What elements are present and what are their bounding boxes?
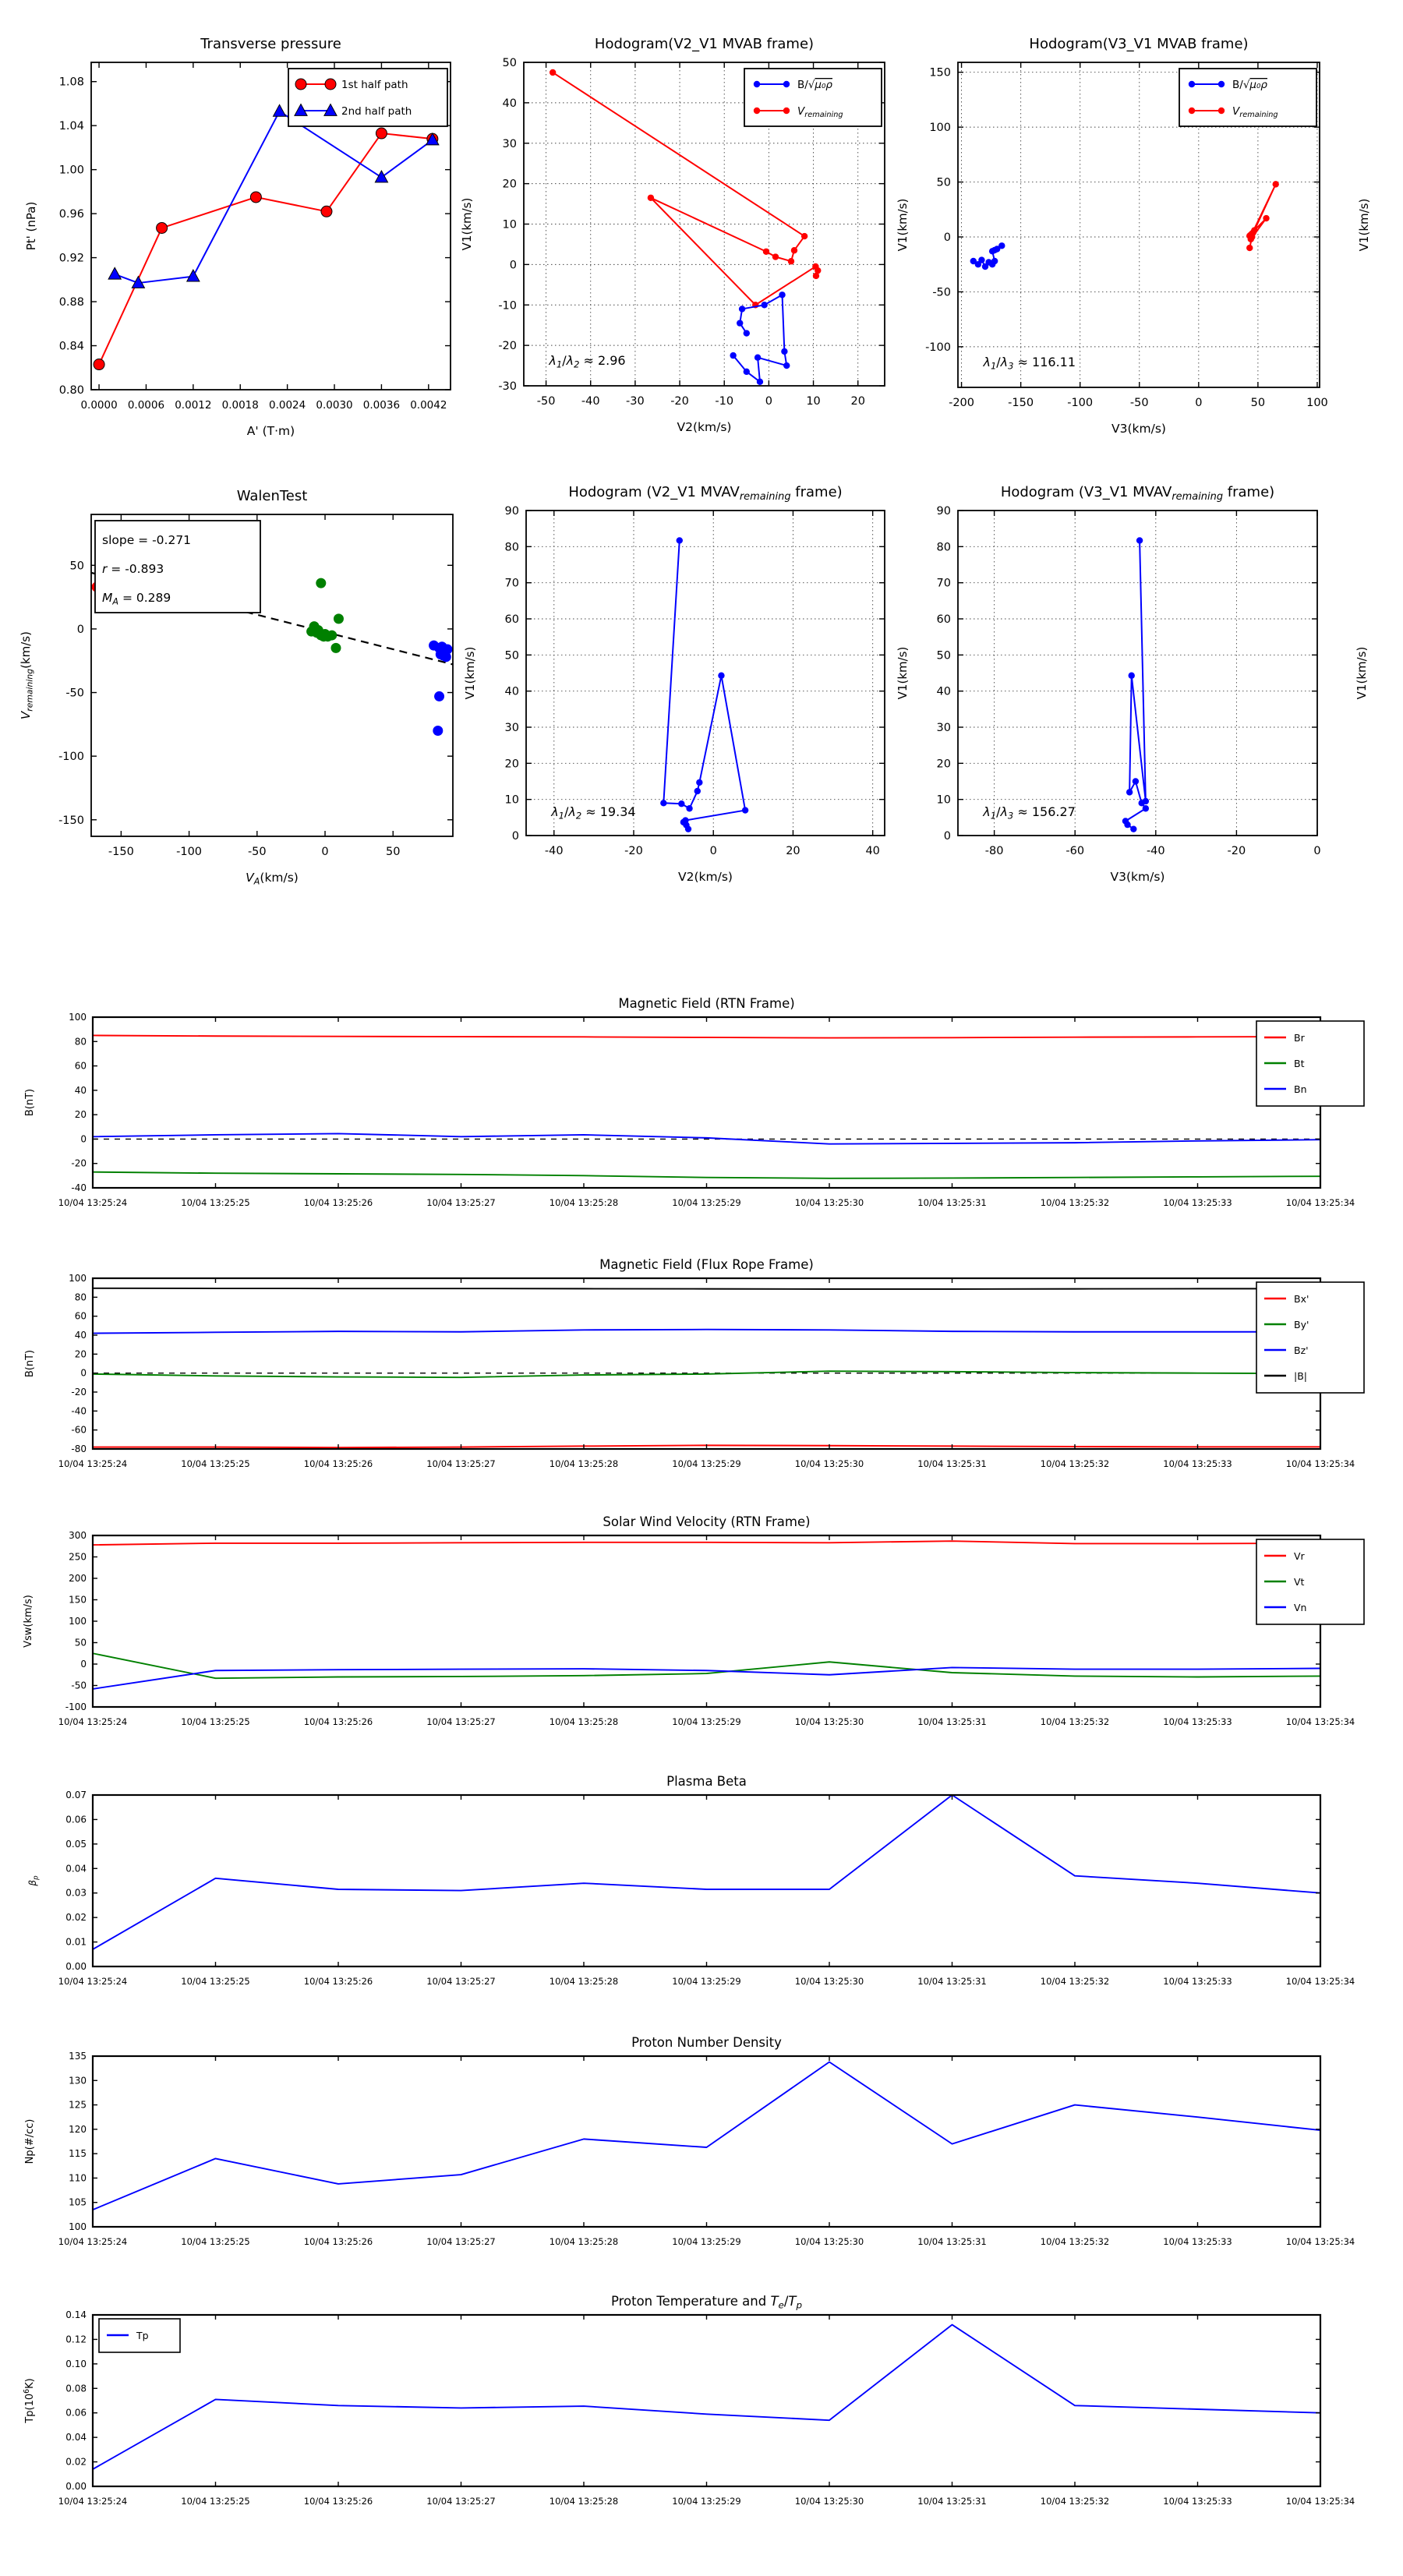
time-tick-label: 10/04 13:25:24 (58, 1458, 128, 1469)
y-axis-label-right: V1(km/s) (1357, 198, 1371, 252)
time-tick-label: 10/04 13:25:26 (303, 2236, 373, 2247)
time-tick-label: 10/04 13:25:30 (794, 1458, 864, 1469)
y-tick-label: 50 (504, 649, 519, 663)
time-tick-label: 10/04 13:25:26 (303, 1976, 373, 1987)
time-tick-label: 10/04 13:25:34 (1285, 1458, 1355, 1469)
y-tick-label: 90 (936, 505, 951, 518)
time-tick-label: 10/04 13:25:29 (672, 1716, 741, 1727)
x-tick-label: 20 (850, 395, 865, 408)
y-axis-label: Np(#/cc) (24, 2118, 36, 2164)
chart-walen_test (19, 488, 453, 886)
y-tick-label: 0.02 (65, 1912, 87, 1924)
y-tick-label: 30 (936, 722, 951, 734)
x-tick-label: 0.0036 (362, 399, 401, 412)
x-tick-label: 0.0018 (221, 399, 259, 412)
info-line: $M_A = 0.289$ (102, 591, 171, 607)
y-tick-label: 50 (69, 560, 84, 573)
y-tick-label: 100 (69, 1273, 87, 1284)
time-tick-label: 10/04 13:25:27 (426, 1458, 496, 1469)
chart-title: Plasma Beta (666, 1774, 747, 1789)
y-tick-label: 100 (69, 1012, 87, 1023)
x-axis-label: V2(km/s) (678, 870, 733, 884)
x-tick-label: -100 (1067, 397, 1094, 409)
y-tick-label: -40 (71, 1182, 87, 1193)
time-tick-label: 10/04 13:25:31 (917, 2236, 987, 2247)
y-axis-label: B(nT) (24, 1088, 36, 1117)
y-tick-label: 60 (936, 613, 951, 626)
y-tick-label: 60 (504, 613, 519, 626)
y-tick-label: 0 (76, 623, 84, 636)
y-tick-label: -100 (65, 1701, 87, 1712)
time-tick-label: 10/04 13:25:30 (794, 2496, 864, 2507)
time-tick-label: 10/04 13:25:34 (1285, 2496, 1355, 2507)
x-tick-label: -50 (1129, 397, 1149, 409)
y-tick-label: 110 (69, 2172, 87, 2184)
y-tick-label: 10 (936, 793, 951, 807)
chart-hodogram_v2v1_mvav (463, 484, 885, 884)
y-tick-label: 30 (504, 722, 519, 734)
legend-label: $V_{remaining}$ (797, 105, 843, 119)
x-tick-label: 0.0012 (175, 399, 212, 412)
time-tick-label: 10/04 13:25:33 (1163, 1716, 1232, 1727)
info-line: slope = -0.271 (102, 533, 192, 547)
time-tick-label: 10/04 13:25:24 (58, 1197, 128, 1208)
y-tick-label: 100 (69, 2221, 87, 2232)
y-tick-label: 0.06 (65, 2407, 87, 2419)
x-tick-label: -40 (1146, 845, 1165, 857)
chart-title: Hodogram (V3_V1 $MVAV_{remaining}$ frame) (1000, 484, 1275, 503)
time-tick-label: 10/04 13:25:29 (672, 2236, 741, 2247)
x-tick-label: 0.0030 (316, 399, 353, 412)
y-tick-label: 10 (504, 793, 519, 807)
y-tick-label: 70 (936, 577, 951, 590)
y-tick-label: 80 (74, 1292, 87, 1303)
y-tick-label: -40 (71, 1405, 87, 1417)
time-tick-label: 10/04 13:25:26 (303, 2496, 373, 2507)
time-tick-label: 10/04 13:25:29 (672, 1197, 741, 1208)
x-tick-label: 0.0024 (269, 399, 306, 412)
y-tick-label: -30 (498, 380, 517, 393)
chart-plasma_beta (27, 1774, 1355, 1987)
y-tick-label: -100 (925, 341, 951, 354)
y-tick-label: 0.96 (58, 208, 84, 221)
lambda-annotation: $\lambda_1/\lambda_3 \approx 116.11$ (983, 354, 1076, 372)
time-tick-label: 10/04 13:25:27 (426, 2236, 496, 2247)
chart-hodogram_v2v1_mvab (460, 36, 885, 434)
time-tick-label: 10/04 13:25:28 (549, 2236, 619, 2247)
time-tick-label: 10/04 13:25:27 (426, 2496, 496, 2507)
chart-title: Solar Wind Velocity (RTN Frame) (603, 1514, 811, 1529)
chart-title: WalenTest (236, 488, 308, 504)
chart-mag_rtn (24, 996, 1364, 1208)
time-tick-label: 10/04 13:25:26 (303, 1458, 373, 1469)
time-tick-label: 10/04 13:25:25 (181, 1716, 250, 1727)
x-tick-label: 50 (1250, 397, 1266, 409)
y-tick-label: -20 (71, 1157, 87, 1169)
chart-title: Magnetic Field (RTN Frame) (618, 996, 795, 1011)
legend (288, 69, 447, 126)
x-tick-label: -80 (984, 845, 1004, 857)
time-tick-label: 10/04 13:25:34 (1285, 1976, 1355, 1987)
x-tick-label: -150 (108, 846, 134, 858)
y-tick-label: 135 (69, 2051, 87, 2062)
time-tick-label: 10/04 13:25:29 (672, 2496, 741, 2507)
time-tick-label: 10/04 13:25:28 (549, 1716, 619, 1727)
y-tick-label: 0.00 (65, 1961, 87, 1972)
lambda-annotation: $\lambda_1/\lambda_2 \approx 19.34$ (551, 804, 636, 822)
time-tick-label: 10/04 13:25:32 (1040, 1197, 1110, 1208)
info-box (95, 521, 260, 613)
time-tick-label: 10/04 13:25:30 (794, 1716, 864, 1727)
chart-title: Magnetic Field (Flux Rope Frame) (599, 1257, 814, 1272)
time-tick-label: 10/04 13:25:28 (549, 2496, 619, 2507)
time-tick-label: 10/04 13:25:26 (303, 1197, 373, 1208)
legend-label: Vr (1294, 1550, 1305, 1562)
y-tick-label: 1.00 (58, 164, 84, 177)
y-tick-label: 0 (511, 830, 519, 843)
time-tick-label: 10/04 13:25:33 (1163, 1197, 1232, 1208)
y-tick-label: 20 (504, 758, 519, 771)
lambda-annotation: $\lambda_1/\lambda_3 \approx 156.27$ (983, 804, 1076, 822)
y-tick-label: -150 (58, 814, 84, 827)
y-tick-label: 40 (936, 685, 951, 698)
y-tick-label: 0.05 (65, 1838, 87, 1850)
time-tick-label: 10/04 13:25:34 (1285, 1197, 1355, 1208)
y-axis-label: $Tp(10^6K)$ (22, 2378, 36, 2423)
y-tick-label: 50 (936, 176, 951, 189)
legend-label: Bn (1294, 1083, 1307, 1095)
y-tick-label: 125 (69, 2099, 87, 2111)
chart-transverse_pressure (24, 36, 451, 438)
chart-hodogram_v3v1_mvav (896, 484, 1369, 884)
y-tick-label: 20 (936, 758, 951, 771)
x-tick-label: 40 (865, 845, 880, 857)
time-tick-label: 10/04 13:25:25 (181, 1458, 250, 1469)
y-tick-label: 1.08 (58, 76, 84, 89)
y-tick-label: 60 (74, 1060, 87, 1072)
x-tick-label: -50 (536, 395, 556, 408)
y-axis-label: Vsw(km/s) (23, 1595, 34, 1648)
y-tick-label: -10 (498, 299, 517, 313)
chart-proton_temp (23, 2294, 1355, 2507)
x-tick-label: -30 (626, 395, 645, 408)
chart-proton_density (24, 2035, 1355, 2247)
y-tick-label: 300 (69, 1530, 87, 1541)
legend-label: $V_{remaining}$ (1232, 105, 1278, 119)
y-tick-label: 0.84 (58, 340, 84, 353)
y-axis-label-right: V1(km/s) (1355, 646, 1369, 700)
y-tick-label: 0.14 (65, 2309, 87, 2320)
chart-solar_wind (23, 1514, 1364, 1727)
y-tick-label: -60 (71, 1424, 87, 1436)
time-tick-label: 10/04 13:25:30 (794, 1976, 864, 1987)
y-tick-label: 30 (502, 137, 517, 150)
y-axis-label: V1(km/s) (896, 646, 910, 700)
y-tick-label: 120 (69, 2123, 87, 2135)
y-tick-label: -100 (58, 751, 84, 764)
x-tick-label: 0 (709, 845, 717, 857)
y-axis-label: V1(km/s) (896, 198, 910, 252)
y-axis-label: Pt' (nPa) (24, 201, 38, 251)
y-tick-label: 0 (943, 231, 951, 244)
legend-label: |B| (1294, 1370, 1307, 1382)
time-tick-label: 10/04 13:25:24 (58, 1716, 128, 1727)
y-tick-label: 0 (80, 1659, 87, 1670)
time-tick-label: 10/04 13:25:26 (303, 1716, 373, 1727)
y-tick-label: 40 (74, 1330, 87, 1341)
y-tick-label: 70 (504, 577, 519, 590)
y-tick-label: 0.04 (65, 2432, 87, 2443)
x-axis-label: V3(km/s) (1111, 422, 1166, 436)
y-tick-label: 0.00 (65, 2481, 87, 2492)
time-tick-label: 10/04 13:25:33 (1163, 2496, 1232, 2507)
x-tick-label: 20 (786, 845, 800, 857)
chart-title: Hodogram(V3_V1 MVAB frame) (1029, 36, 1249, 52)
x-tick-label: 50 (386, 846, 401, 858)
x-tick-label: 0.0042 (410, 399, 447, 412)
time-tick-label: 10/04 13:25:33 (1163, 1458, 1232, 1469)
time-tick-label: 10/04 13:25:24 (58, 2496, 128, 2507)
y-tick-label: 0.06 (65, 1814, 87, 1825)
chart-title: Proton Temperature and $T_e/T_p$ (610, 2294, 803, 2311)
y-tick-label: 0.80 (58, 384, 84, 397)
x-tick-label: -10 (715, 395, 734, 408)
y-tick-label: 40 (74, 1084, 87, 1096)
time-tick-label: 10/04 13:25:32 (1040, 2236, 1110, 2247)
time-tick-label: 10/04 13:25:31 (917, 1716, 987, 1727)
time-tick-label: 10/04 13:25:32 (1040, 1458, 1110, 1469)
y-tick-label: 40 (502, 97, 517, 110)
x-tick-label: -150 (1008, 397, 1034, 409)
y-tick-label: -50 (71, 1680, 87, 1691)
y-tick-label: 115 (69, 2148, 87, 2160)
chart-title: Hodogram (V2_V1 $MVAV_{remaining}$ frame) (568, 484, 843, 503)
time-tick-label: 10/04 13:25:32 (1040, 2496, 1110, 2507)
time-tick-label: 10/04 13:25:31 (917, 1197, 987, 1208)
x-tick-label: -20 (1227, 845, 1246, 857)
y-tick-label: 0.07 (65, 1790, 87, 1800)
y-tick-label: 80 (504, 541, 519, 554)
x-tick-label: -20 (670, 395, 689, 408)
x-tick-label: -200 (949, 397, 975, 409)
time-tick-label: 10/04 13:25:28 (549, 1976, 619, 1987)
legend (1179, 69, 1316, 126)
time-tick-label: 10/04 13:25:29 (672, 1458, 741, 1469)
y-tick-label: 60 (74, 1310, 87, 1322)
time-tick-label: 10/04 13:25:24 (58, 1976, 128, 1987)
x-tick-label: 0 (765, 395, 772, 408)
time-tick-label: 10/04 13:25:25 (181, 1976, 250, 1987)
y-tick-label: 130 (69, 2075, 87, 2087)
x-tick-label: -50 (247, 846, 267, 858)
x-tick-label: -60 (1066, 845, 1085, 857)
legend-label: 2nd half path (341, 105, 412, 118)
x-axis-label: V2(km/s) (677, 420, 732, 434)
series-B-magnitude (93, 1288, 1320, 1289)
legend-label: Bx' (1294, 1293, 1309, 1305)
y-tick-label: 105 (69, 2196, 87, 2208)
y-axis-label: V1(km/s) (460, 197, 474, 251)
time-tick-label: 10/04 13:25:31 (917, 1458, 987, 1469)
y-tick-label: 0.08 (65, 2383, 87, 2394)
x-tick-label: 0 (1195, 397, 1203, 409)
y-tick-label: 10 (502, 218, 517, 231)
y-tick-label: 0.02 (65, 2456, 87, 2468)
y-tick-label: 200 (69, 1573, 87, 1584)
x-tick-label: 0 (321, 846, 329, 858)
y-tick-label: 0.12 (65, 2334, 87, 2345)
legend-label: Bt (1294, 1058, 1305, 1069)
y-tick-label: -20 (71, 1387, 87, 1398)
x-tick-label: -40 (581, 395, 600, 408)
y-tick-label: -80 (71, 1443, 87, 1454)
legend-label: Vt (1294, 1576, 1305, 1588)
y-tick-label: 0 (943, 830, 951, 843)
y-tick-label: 1.04 (58, 120, 84, 133)
y-tick-label: 100 (929, 122, 951, 135)
y-tick-label: 20 (74, 1348, 87, 1360)
y-tick-label: 90 (504, 505, 519, 518)
chart-title: Transverse pressure (200, 36, 341, 52)
chart-hodogram_v3v1_mvab (896, 36, 1371, 436)
y-tick-label: 0 (509, 259, 517, 272)
y-tick-label: 0.92 (58, 252, 84, 265)
y-tick-label: 0.88 (58, 296, 84, 309)
x-tick-label: 0.0000 (80, 399, 118, 412)
time-tick-label: 10/04 13:25:31 (917, 1976, 987, 1987)
lambda-annotation: $\lambda_1/\lambda_2 \approx 2.96$ (549, 353, 626, 370)
y-axis-label: V1(km/s) (463, 646, 477, 700)
info-line: r = -0.893 (102, 562, 164, 576)
y-tick-label: 20 (502, 178, 517, 191)
chart-mag_flux_rope (24, 1257, 1364, 1469)
time-tick-label: 10/04 13:25:28 (549, 1197, 619, 1208)
legend-label: Br (1294, 1032, 1305, 1044)
x-axis-label: $V_A(km/s)$ (246, 871, 299, 887)
x-tick-label: -100 (176, 846, 203, 858)
legend-label: By' (1294, 1319, 1309, 1330)
legend-label: Tp (136, 2330, 149, 2341)
legend-label: B/√μ₀ρ (1232, 79, 1267, 91)
chart-title: Proton Number Density (631, 2035, 782, 2050)
time-tick-label: 10/04 13:25:24 (58, 2236, 128, 2247)
legend (99, 2319, 180, 2352)
time-tick-label: 10/04 13:25:27 (426, 1197, 496, 1208)
time-tick-label: 10/04 13:25:30 (794, 2236, 864, 2247)
time-tick-label: 10/04 13:25:27 (426, 1976, 496, 1987)
y-axis-label: $\beta_p$ (27, 1875, 41, 1886)
chart-title: Hodogram(V2_V1 MVAB frame) (594, 36, 815, 52)
y-tick-label: 0.04 (65, 1863, 87, 1875)
time-tick-label: 10/04 13:25:25 (181, 1197, 250, 1208)
y-tick-label: 0.10 (65, 2358, 87, 2369)
y-tick-label: 150 (929, 66, 951, 80)
time-tick-label: 10/04 13:25:25 (181, 2236, 250, 2247)
y-tick-label: -20 (498, 340, 517, 353)
legend (1256, 1282, 1364, 1393)
x-tick-label: 0.0006 (127, 399, 165, 412)
y-axis-label: $V_{remaining}(km/s)$ (19, 631, 35, 719)
legend (1256, 1021, 1364, 1106)
legend (1256, 1539, 1364, 1624)
time-tick-label: 10/04 13:25:29 (672, 1976, 741, 1987)
y-tick-label: 150 (69, 1594, 87, 1606)
y-tick-label: -50 (65, 687, 84, 700)
y-tick-label: 0 (80, 1133, 87, 1145)
y-tick-label: 100 (69, 1616, 87, 1627)
time-tick-label: 10/04 13:25:34 (1285, 2236, 1355, 2247)
time-tick-label: 10/04 13:25:28 (549, 1458, 619, 1469)
x-tick-label: 100 (1306, 397, 1328, 409)
time-tick-label: 10/04 13:25:32 (1040, 1976, 1110, 1987)
y-tick-label: 250 (69, 1551, 87, 1563)
y-axis-label: B(nT) (24, 1349, 36, 1378)
time-tick-label: 10/04 13:25:33 (1163, 1976, 1232, 1987)
legend (744, 69, 882, 126)
time-tick-label: 10/04 13:25:31 (917, 2496, 987, 2507)
y-tick-label: 20 (74, 1109, 87, 1121)
y-tick-label: 50 (936, 649, 951, 663)
time-tick-label: 10/04 13:25:25 (181, 2496, 250, 2507)
y-tick-label: 0.01 (65, 1936, 87, 1948)
y-tick-label: 50 (74, 1637, 87, 1648)
y-tick-label: 0.03 (65, 1887, 87, 1899)
legend-label: 1st half path (341, 79, 408, 91)
legend-label: Bz' (1294, 1345, 1309, 1356)
time-tick-label: 10/04 13:25:33 (1163, 2236, 1232, 2247)
time-tick-label: 10/04 13:25:30 (794, 1197, 864, 1208)
y-tick-label: 80 (936, 541, 951, 554)
x-tick-label: -20 (624, 845, 643, 857)
time-tick-label: 10/04 13:25:27 (426, 1716, 496, 1727)
x-tick-label: -40 (544, 845, 564, 857)
time-tick-label: 10/04 13:25:32 (1040, 1716, 1110, 1727)
x-tick-label: 10 (806, 395, 821, 408)
legend-label: Vn (1294, 1602, 1307, 1613)
x-tick-label: 0 (1313, 845, 1321, 857)
y-tick-label: 50 (502, 57, 517, 69)
x-axis-label: A' (T·m) (246, 424, 295, 438)
x-axis-label: V3(km/s) (1110, 870, 1165, 884)
legend-label: B/√μ₀ρ (797, 79, 832, 91)
y-tick-label: 80 (74, 1036, 87, 1048)
y-tick-label: 0 (80, 1367, 87, 1379)
y-tick-label: 40 (504, 685, 519, 698)
time-tick-label: 10/04 13:25:34 (1285, 1716, 1355, 1727)
y-tick-label: -50 (932, 286, 951, 299)
